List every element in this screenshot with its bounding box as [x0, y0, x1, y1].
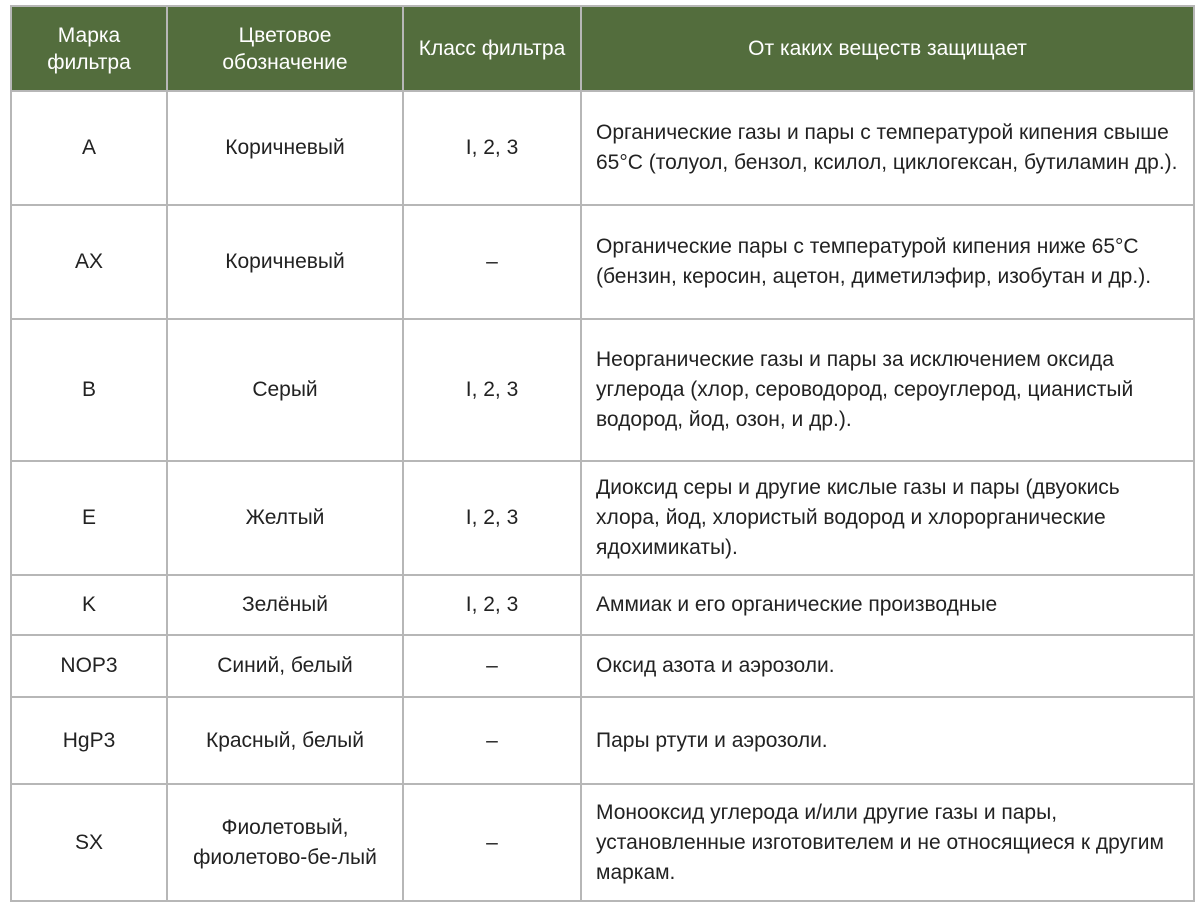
cell-protection: Пары ртути и аэрозоли. — [581, 697, 1194, 784]
cell-filter-class: I, 2, 3 — [403, 91, 581, 205]
cell-filter-class: – — [403, 784, 581, 901]
cell-filter-class: – — [403, 635, 581, 697]
cell-filter-mark: AX — [11, 205, 167, 319]
table-row — [11, 575, 1194, 635]
cell-protection: Органические пары с температурой кипения ниже 65°С (бензин, керосин, ацетон, диметилэфир, изобутан и др.). — [581, 205, 1194, 319]
cell-protection: Аммиак и его органические производные — [581, 575, 1194, 635]
cell-protection: Неорганические газы и пары за исключением оксида углерода (хлор, сероводород, сероуглерод, цианистый водород, йод, озон, и др.). — [581, 319, 1194, 461]
table-header-row — [11, 6, 1194, 91]
cell-filter-class: I, 2, 3 — [403, 319, 581, 461]
header-protection: От каких веществ защищает — [581, 6, 1194, 91]
table-row — [11, 205, 1194, 319]
cell-filter-class: – — [403, 205, 581, 319]
cell-filter-mark: HgP3 — [11, 697, 167, 784]
cell-color-code: Красный, белый — [167, 697, 403, 784]
cell-filter-mark: NOP3 — [11, 635, 167, 697]
cell-protection: Органические газы и пары с температурой кипения свыше 65°С (толуол, бензол, ксилол, циклогексан, бутиламин др.). — [581, 91, 1194, 205]
header-filter-class: Класс фильтра — [403, 6, 581, 91]
cell-color-code: Коричневый — [167, 91, 403, 205]
cell-filter-mark: SX — [11, 784, 167, 901]
table-row — [11, 784, 1194, 901]
filter-table-container — [10, 5, 1193, 898]
cell-color-code: Серый — [167, 319, 403, 461]
cell-color-code: Зелёный — [167, 575, 403, 635]
cell-filter-class: I, 2, 3 — [403, 461, 581, 575]
cell-color-code: Желтый — [167, 461, 403, 575]
cell-protection: Оксид азота и аэрозоли. — [581, 635, 1194, 697]
cell-color-code: Синий, белый — [167, 635, 403, 697]
table-row — [11, 697, 1194, 784]
cell-protection: Монооксид углерода и/или другие газы и пары, установленные изготовителем и не относящиеся к другим маркам. — [581, 784, 1194, 901]
cell-filter-class: – — [403, 697, 581, 784]
table-row — [11, 91, 1194, 205]
cell-color-code: Фиолетовый, фиолетово-бе-лый — [167, 784, 403, 901]
table-row — [11, 319, 1194, 461]
cell-protection: Диоксид серы и другие кислые газы и пары (двуокись хлора, йод, хлористый водород и хлорорганические ядохимикаты). — [581, 461, 1194, 575]
cell-filter-mark: E — [11, 461, 167, 575]
cell-filter-mark: B — [11, 319, 167, 461]
header-color-code: Цветовое обозначение — [167, 6, 403, 91]
table-row — [11, 635, 1194, 697]
cell-filter-class: I, 2, 3 — [403, 575, 581, 635]
cell-filter-mark: K — [11, 575, 167, 635]
cell-filter-mark: A — [11, 91, 167, 205]
header-filter-mark: Марка фильтра — [11, 6, 167, 91]
filter-marking-table — [10, 5, 1195, 902]
cell-color-code: Коричневый — [167, 205, 403, 319]
table-row — [11, 461, 1194, 575]
